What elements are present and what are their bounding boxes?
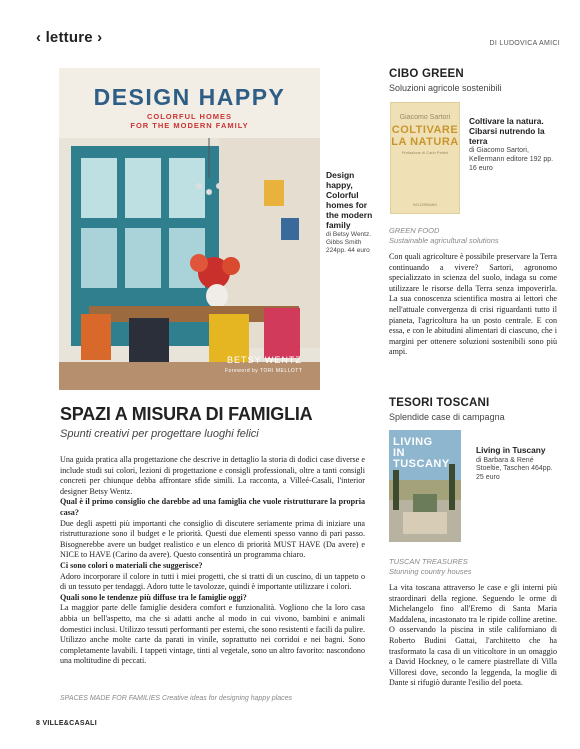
cibo-green-title: CIBO GREEN <box>389 68 464 80</box>
caption-coltivare <box>469 117 557 173</box>
cibo-green-tag-it: Sustainable agricultural solutions <box>389 236 499 245</box>
answer-1: Due degli aspetti più importanti che consiglio di discutere seriamente prima di iniziare una ristrutturazione sono il budget e le priorità. Questi due elementi spesso vanno di pari passo. Bisognerebbe avere un budget realistico e un elenco di priorità MUST HAVE (Da avere) e NICE to HAVE (Carino da avere). Questo consentirà un programma chiaro. <box>60 518 365 560</box>
question-1: Qual è il primo consiglio che darebbe ad una famiglia che vuole ristrutturare la propria casa? <box>60 497 365 517</box>
caption-meta: di Barbara & René Stoeltie, Taschen 464pp. 25 euro <box>476 456 553 481</box>
sc1-title-line-2: LA NATURA <box>391 136 459 148</box>
page-number: 8 <box>36 720 41 727</box>
caption-title: Coltivare la natura. Cibarsi nutrendo la terra <box>469 116 545 146</box>
caption-title: Living in Tuscany <box>476 445 546 455</box>
section-label: ‹ letture › <box>36 29 103 46</box>
page-footer <box>36 720 97 727</box>
caption-meta: di Betsy Wentz. Gibbs Smith 224pp. 44 euro <box>326 231 372 254</box>
cover-title: DESIGN HAPPY <box>93 84 286 110</box>
caption-meta: di Giacomo Sartori, Kellermann editore 192 pp. 16 euro <box>469 147 554 172</box>
byline: DI LUDOVICA AMICI <box>489 40 560 47</box>
article-intro: Una guida pratica alla progettazione che descrive in dettaglio la storia di dodici case diverse e include studi sui colori, lezioni di progettazione e consigli professionali, oltre a tanti consigli concreti per chiunque debba affrontare sfide simili. La racconta, a Villeé-Casali, l'interior designer Betsy Wentz. <box>60 455 365 496</box>
answer-2: Adoro incorporare il colore in tutti i miei progetti, che si tratti di un cuscino, di un tappeto o di un tessuto per tendaggi. Adoro tutte le tavolozze, quindi è importante utilizzare i colori. <box>60 571 365 592</box>
cover-subtitle-line-2: FOR THE MODERN FAMILY <box>130 121 249 130</box>
magazine-name: VILLE&CASALI <box>42 720 97 727</box>
question-3: Quali sono le tendenze più diffuse tra le famiglie oggi? <box>60 592 247 602</box>
tesori-toscani-title: TESORI TOSCANI <box>389 397 490 409</box>
cibo-green-subtitle: Soluzioni agricole sostenibili <box>389 83 502 93</box>
tesori-toscani-tag-it: Stunning country houses <box>389 567 472 576</box>
book-cover-living-in-tuscany <box>389 430 461 542</box>
tesori-toscani-paragraph: La vita toscana attraverso le case e gli interni più straordinari della regione. Seguendo le orme di Michelangelo fino all'Eremo di Santa Maria Maddalena, incastonato tra le ripide colline aretine. O osservando la piscina in stile californiano di Roberto Budini Gattai, l'architetto che ha trasformato la casa di un viticoltore in un omaggio a David Hockney, o le camere piastrellate di Villa Villoresi dove, secondo la leggenda, la moglie di Dante si rifugiò durante l'esilio del poeta. <box>389 583 557 688</box>
caption-design-happy <box>326 170 378 255</box>
book-cover-coltivare-la-natura <box>391 103 459 213</box>
cibo-green-tag-en: GREEN FOOD <box>389 226 440 235</box>
sc1-publisher: KELLERMANN <box>413 203 437 207</box>
sc1-subtitle: Prefazione di Carlo Petrini <box>401 150 449 155</box>
tesori-toscani-body <box>389 583 557 689</box>
book-cover-design-happy <box>59 68 320 390</box>
sc2-title-line-1: LIVING <box>393 436 433 448</box>
caption-title: Design happy, Colorful homes for the modern family <box>326 170 373 230</box>
article-english-tag: SPACES MADE FOR FAMILIES Creative ideas for designing happy places <box>60 695 293 702</box>
article-standfirst: Spunti creativi per progettare luoghi felici <box>60 428 259 440</box>
sc2-title <box>393 437 461 470</box>
tesori-toscani-tag-en: TUSCAN TREASURES <box>389 557 468 566</box>
answer-3: La maggior parte delle famiglie desidera comfort e funzionalità. Vogliono che la loro casa abbia un bell'aspetto, ma che si adatti anche al modo in cui vivono, bambini e animali domestici inclusi. Utilizzo tessuti performanti per esterni, che sono resistenti e facili da pulire. Utilizzo anche molte carte da parati in vinile, soprattutto nei corridoi e nei bagni. Sono completamente lavabili. I tappeti vintage, tinti al vegetale, sono un altro favorito: nascondono una moltitudine di peccati. <box>60 603 365 666</box>
question-2: Ci sono colori o materiali che suggerisce? <box>60 560 203 570</box>
sc1-title-line-1: COLTIVARE <box>391 124 459 136</box>
caption-living-in-tuscany <box>476 446 560 483</box>
article-headline: SPAZI A MISURA DI FAMIGLIA <box>60 404 313 424</box>
cover-subtitle <box>59 112 320 130</box>
tesori-toscani-subtitle: Splendide case di campagna <box>389 412 505 422</box>
article-body <box>60 455 365 667</box>
sc1-author: Giacomo Sartori <box>399 114 451 121</box>
cover-foreword: Foreword by TORI MELLOTT <box>225 368 303 374</box>
cibo-green-paragraph: Con quali agricolture è possibile preservare la Terra continuando a vivere? Sartori, agronomo specializzato in scienza del suolo, indaga su come utilizzare le risorse della Terra senza impoverirla. La sua conoscenza scientifica mostra ai lettori che nell'attuale convergenza di crisi riguardanti tutto il pianeta, l'agricoltura ha un posto centrale. E con essa, e con le abitudini alimentari di ciascuno, che i margini per ottenere soluzioni sostenibili sono più ampi. <box>389 252 557 357</box>
cover-subtitle-line-1: COLORFUL HOMES <box>146 112 233 121</box>
cover-author: BETSY WENTZ <box>227 355 302 365</box>
sc2-title-line-2: IN TUSCANY <box>393 447 450 470</box>
cibo-green-body <box>389 252 557 358</box>
